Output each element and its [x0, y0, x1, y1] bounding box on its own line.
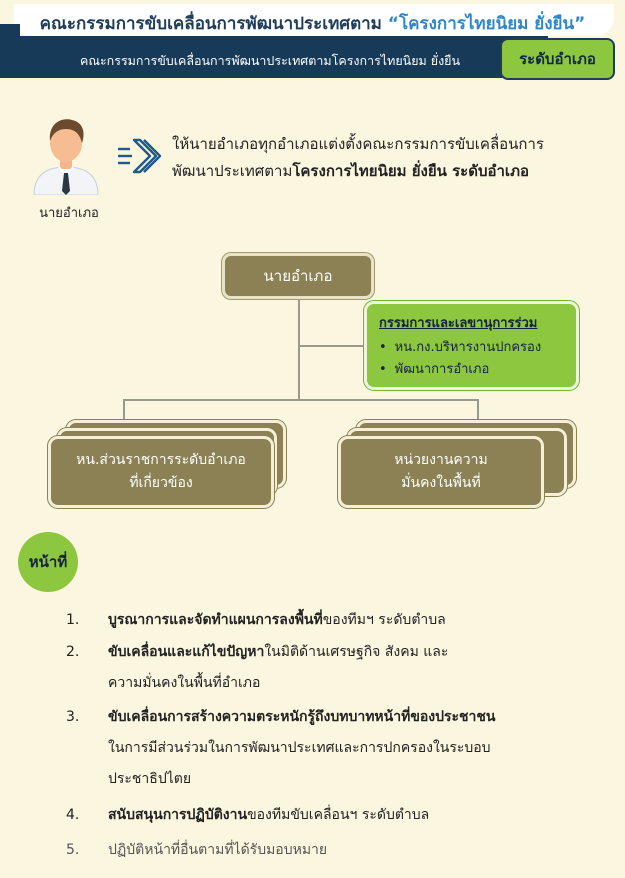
page-title [0, 10, 625, 37]
duty-number: 4. [66, 807, 80, 823]
right-box-line-2: มั่นคงในพื้นที่ [401, 475, 481, 491]
intro-line-2-text: พัฒนาประเทศตาม [172, 162, 293, 180]
title-main: คณะกรรมการขับเคลื่อนการพัฒนาประเทศตาม [39, 14, 388, 34]
duty-rest: ของทีมขับเคลื่อนฯ ระดับตำบล [247, 807, 430, 823]
duties-label: หน้าที่ [18, 532, 78, 592]
duty-text [108, 605, 608, 636]
left-box-text [76, 449, 246, 495]
duty-bold: สนับสนุนการปฏิบัติงาน [108, 807, 248, 823]
duty-line-3: ประชาธิปไตย [108, 771, 192, 787]
stack-front [338, 436, 544, 508]
duty-number: 1. [66, 612, 80, 628]
connector-left-drop [123, 399, 125, 421]
connector-secretary [299, 345, 365, 347]
right-box-line-1: หน่วยงานความ [394, 452, 488, 468]
person-label: นายอำเภอ [39, 206, 99, 221]
duty-line-2: ในการมีส่วนร่วมในการพัฒนาประเทศและการปกครองในระบอบ [108, 740, 491, 756]
secretary-item: • พัฒนาการอำเภอ [379, 359, 568, 381]
duty-number: 3. [66, 709, 80, 725]
duty-text [108, 800, 608, 831]
duty-rest: ปฏิบัติหน้าที่อื่นตามที่ได้รับมอบหมาย [108, 842, 328, 858]
duty-rest: ของทีมฯ ระดับตำบล [322, 612, 446, 628]
intro-line-2 [172, 158, 612, 185]
connector-right-drop [477, 399, 479, 421]
duty-text [108, 835, 608, 866]
secretary-box [364, 301, 579, 390]
duty-number: 5. [66, 842, 80, 858]
org-right-box [338, 420, 578, 516]
intro-bold-text: โครงการไทยนิยม ยั่งยืน ระดับอำเภอ [292, 162, 529, 180]
secretary-title: กรรมการและเลขานุการร่วม [379, 316, 538, 331]
stack-front [48, 436, 274, 508]
person-icon [28, 115, 104, 195]
duty-text [108, 637, 608, 699]
duty-number: 2. [66, 644, 80, 660]
left-box-line-1: หน.ส่วนราชการระดับอำเภอ [76, 452, 246, 468]
duty-rest: ในมิติด้านเศรษฐกิจ สังคม และ [264, 644, 449, 660]
left-box-line-2: ที่เกี่ยวข้อง [129, 475, 193, 491]
connector-vertical-main [298, 299, 300, 400]
duty-bold: ขับเคลื่อนและแก้ไขปัญหา [108, 644, 265, 660]
duty-line-2: ความมั่นคงในพื้นที่อำเภอ [108, 675, 261, 691]
page-subtitle: คณะกรรมการขับเคลื่อนการพัฒนาประเทศตามโครงการไทยนิยม ยั่งยืน [80, 53, 461, 68]
intro-line-1: ให้นายอำเภอทุกอำเภอแต่งตั้งคณะกรรมการขับเคลื่อนการ [172, 135, 544, 153]
secretary-item: • หน.กง.บริหารงานปกครอง [379, 337, 568, 359]
connector-horizontal [123, 399, 479, 401]
duty-bold: บูรณาการและจัดทำแผนการลงพื้นที่ [108, 612, 323, 628]
duty-bold: ขับเคลื่อนการสร้างความตระหนักรู้ถึงบทบาทหน้าที่ของประชาชน [108, 709, 496, 725]
chevron-arrows-icon [116, 136, 164, 176]
org-left-box [48, 420, 288, 516]
right-box-text [394, 449, 487, 495]
org-head-box: นายอำเภอ [222, 253, 374, 299]
duty-text [108, 702, 608, 795]
header-banner [0, 0, 625, 92]
intro-text [172, 131, 612, 185]
title-highlight: “โครงการไทยนิยม ยั่งยืน” [387, 14, 586, 34]
level-badge: ระดับอำเภอ [500, 38, 615, 80]
